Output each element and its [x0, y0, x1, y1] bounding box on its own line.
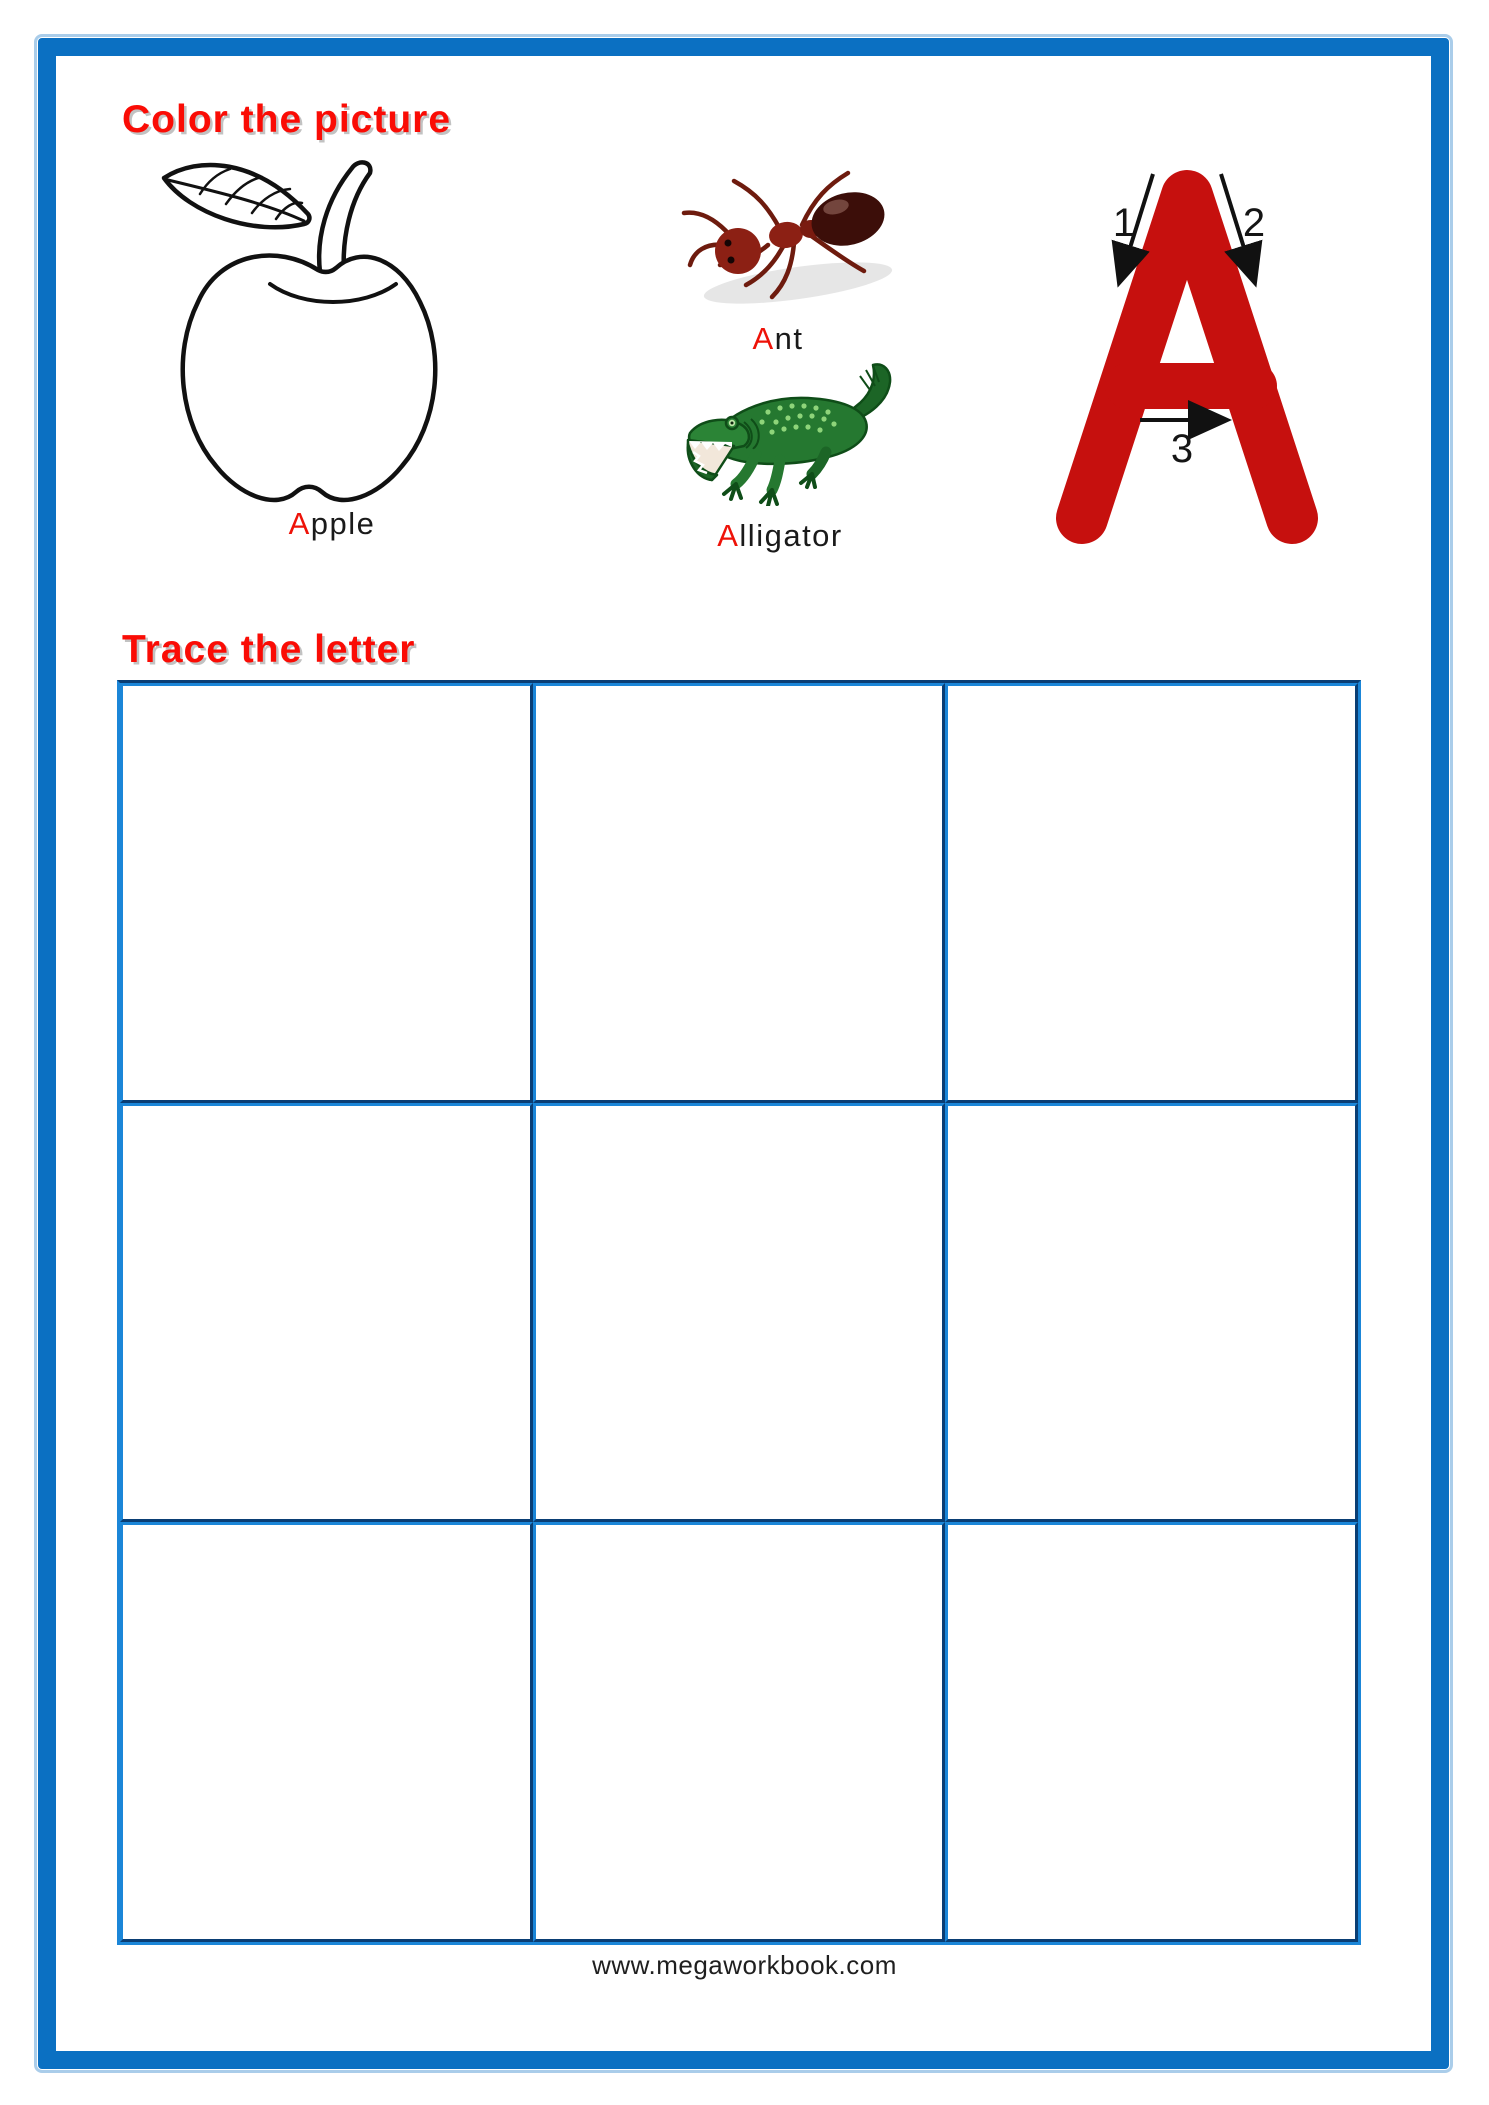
ant-initial-letter: A	[752, 321, 775, 356]
apple-initial-letter: A	[288, 506, 311, 541]
dashed-letter-a	[246, 1168, 406, 1413]
dashed-letter-a	[659, 1168, 819, 1413]
alligator-word-label	[630, 518, 930, 554]
ant-rest-letters: nt	[774, 321, 804, 356]
stroke-number-3: 3	[1170, 427, 1194, 471]
trace-letter-heading: Trace the letter	[122, 628, 416, 671]
alligator-image	[676, 356, 936, 506]
letter-a-stroke-guide	[1040, 148, 1340, 558]
dashed-letter-a	[659, 748, 819, 993]
alligator-rest-letters: lligator	[739, 518, 843, 553]
trace-cell	[120, 1103, 533, 1523]
dashed-letter-a	[246, 748, 406, 993]
ant-word-label	[628, 321, 928, 357]
trace-grid	[117, 680, 1361, 1945]
color-picture-heading: Color the picture	[122, 98, 452, 141]
trace-cell	[120, 683, 533, 1103]
alligator-initial-letter: A	[717, 518, 740, 553]
dashed-letter-a	[1072, 1168, 1232, 1413]
website-url: www.megaworkbook.com	[592, 1950, 897, 1980]
trace-cell	[533, 1103, 946, 1523]
stroke-number-1: 1	[1112, 201, 1136, 245]
trace-cell	[533, 683, 946, 1103]
trace-cell	[945, 683, 1358, 1103]
dashed-letter-a	[246, 1587, 406, 1832]
trace-cell	[120, 1522, 533, 1942]
dashed-letter-a	[1072, 1587, 1232, 1832]
apple-outline-image	[158, 152, 498, 512]
ant-image	[668, 133, 908, 323]
trace-cell	[945, 1103, 1358, 1523]
apple-rest-letters: pple	[310, 506, 376, 541]
trace-cell	[533, 1522, 946, 1942]
dashed-letter-a	[659, 1587, 819, 1832]
trace-cell	[945, 1522, 1358, 1942]
apple-word-label	[182, 506, 482, 542]
stroke-number-2: 2	[1242, 201, 1266, 245]
dashed-letter-a	[1072, 748, 1232, 993]
